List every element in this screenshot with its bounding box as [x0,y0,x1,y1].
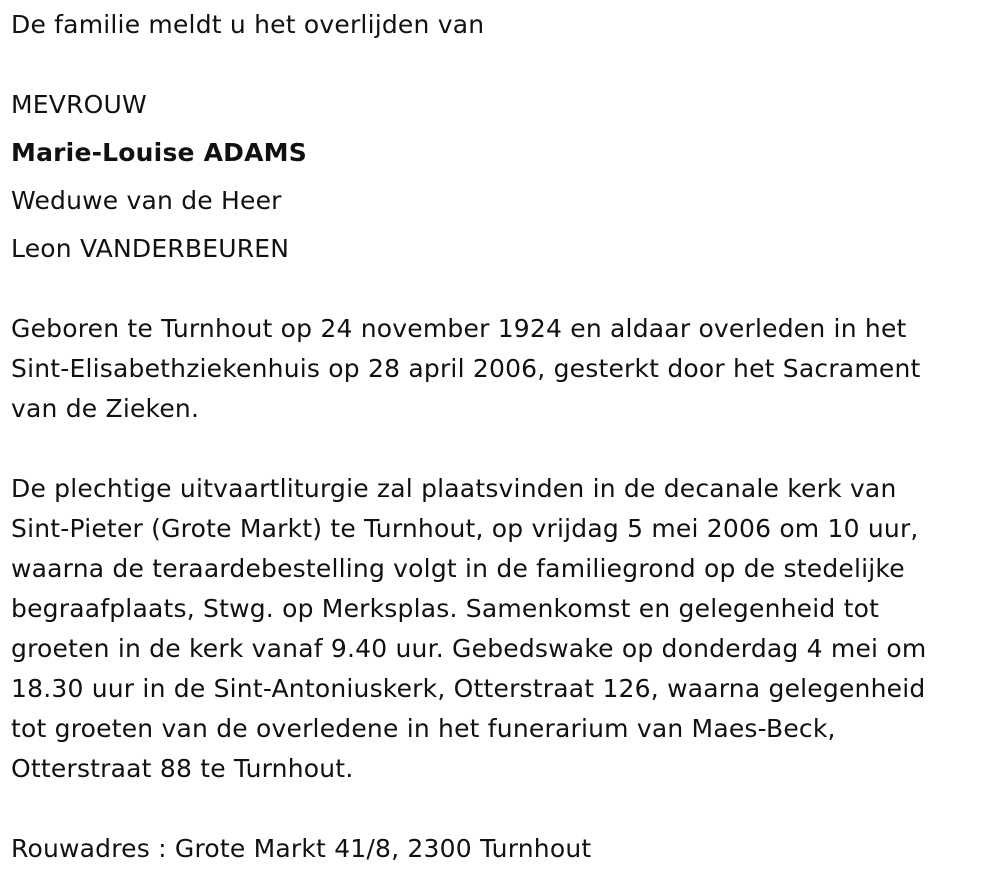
funeral-paragraph-line: tot groeten van de overledene in het funerarium van Maes-Beck, [11,714,836,743]
honorific: MEVROUW [11,90,147,119]
funeral-paragraph-line: De plechtige uitvaartliturgie zal plaatsvinden in de decanale kerk van [11,474,897,503]
intro-text: De familie meldt u het overlijden van [11,10,485,39]
birth-paragraph-line: Sint-Elisabethziekenhuis op 28 april 2006, gesterkt door het Sacrament [11,354,921,383]
widow-of-label: Weduwe van de Heer [11,186,282,215]
birth-paragraph-line: Geboren te Turnhout op 24 november 1924 en aldaar overleden in het [11,314,907,343]
funeral-paragraph-line: begraafplaats, Stwg. op Merksplas. Samenkomst en gelegenheid tot [11,594,880,623]
spouse-name: Leon VANDERBEUREN [11,234,290,263]
deceased-name: Marie-Louise ADAMS [11,138,307,167]
funeral-paragraph-line: groeten in de kerk vanaf 9.40 uur. Gebedswake op donderdag 4 mei om [11,634,927,663]
birth-paragraph-line: van de Zieken. [11,394,200,423]
funeral-paragraph-line: waarna de teraardebestelling volgt in de familiegrond op de stedelijke [11,554,905,583]
funeral-paragraph-line: 18.30 uur in de Sint-Antoniuskerk, Otterstraat 126, waarna gelegenheid [11,674,926,703]
funeral-paragraph-line: Otterstraat 88 te Turnhout. [11,754,354,783]
mourning-address: Rouwadres : Grote Markt 41/8, 2300 Turnhout [11,834,592,863]
funeral-paragraph-line: Sint-Pieter (Grote Markt) te Turnhout, op vrijdag 5 mei 2006 om 10 uur, [11,514,919,543]
